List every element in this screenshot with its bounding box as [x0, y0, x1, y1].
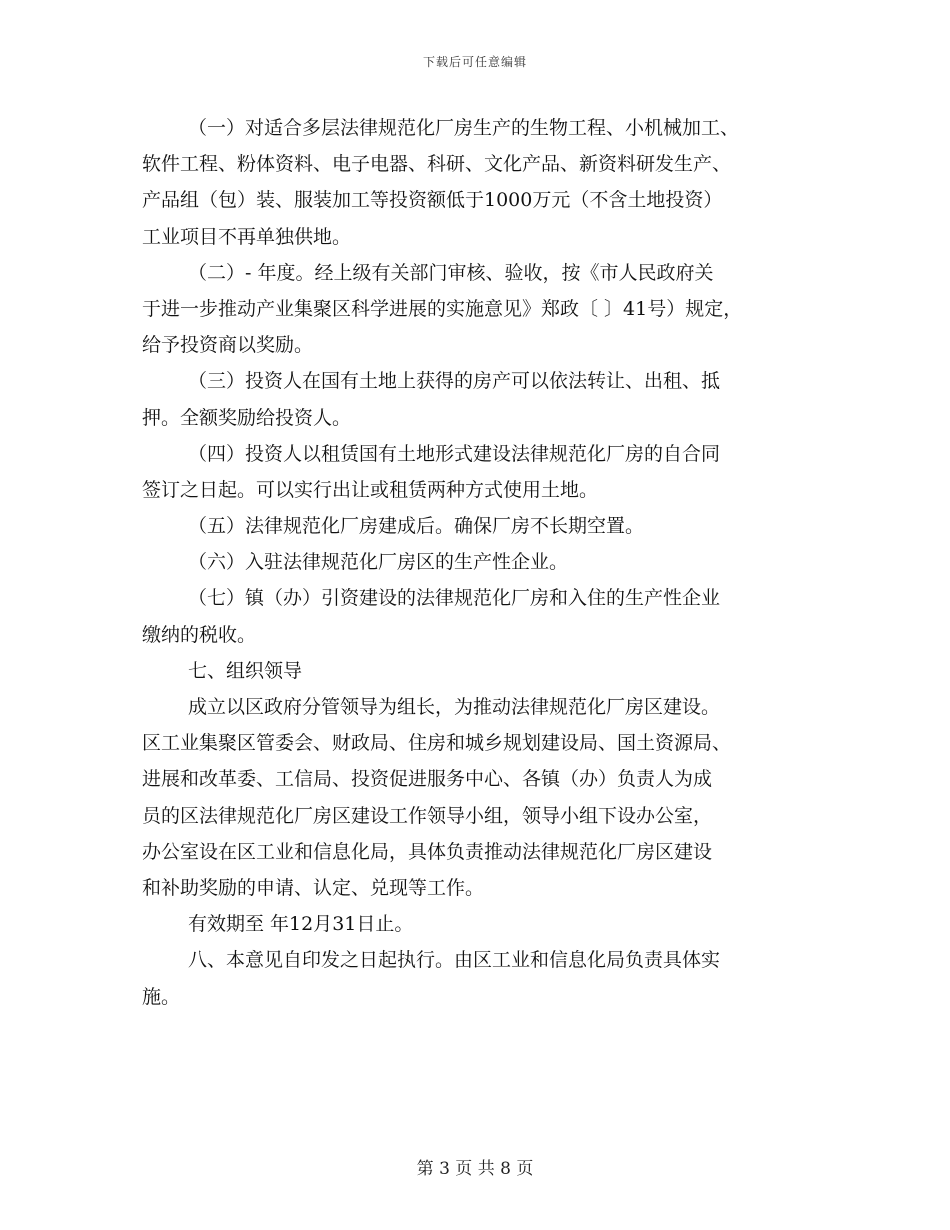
paragraph-line: （三）投资人在国有土地上获得的房产可以依法转让、出租、抵 — [188, 370, 721, 393]
paragraph-line: 于进一步推动产业集聚区科学进展的实施意见》郑政〔 〕41号）规定， — [142, 297, 743, 320]
paragraph-line: 和补助奖励的申请、认定、兑现等工作。 — [142, 876, 485, 899]
section-heading-8 — [142, 942, 822, 1014]
paragraph-line: 押。全额奖励给投资人。 — [142, 406, 352, 429]
paragraph-3 — [142, 363, 822, 435]
paragraph-1 — [142, 110, 822, 255]
paragraph-line: （四）投资人以租赁国有土地形式建设法律规范化厂房的自合同 — [188, 442, 721, 465]
paragraph-line: 施。 — [142, 985, 181, 1008]
paragraph-line: 缴纳的税收。 — [142, 623, 257, 646]
paragraph-line: 成立以区政府分管领导为组长，为推动法律规范化厂房区建设。 — [188, 696, 721, 718]
page-footer: 第 3 页 共 8 页 — [416, 1159, 534, 1179]
paragraph-6 — [142, 544, 822, 580]
paragraph-line: 软件工程、粉体资料、电子电器、科研、文化产品、新资料研发生产、 — [142, 153, 732, 176]
paragraph-5 — [142, 508, 822, 544]
paragraph-line: 进展和改革委、工信局、投资促进服务中心、各镇（办）负责人为成 — [142, 768, 713, 791]
document-body — [142, 110, 822, 1015]
paragraph-line: （六）入驻法律规范化厂房区的生产性企业。 — [188, 551, 569, 574]
paragraph-4 — [142, 436, 822, 508]
section-heading-7 — [142, 653, 822, 689]
paragraph-line: 区工业集聚区管委会、财政局、住房和城乡规划建设局、国土资源局、 — [142, 732, 732, 755]
paragraph-line: 八、本意见自印发之日起执行。由区工业和信息化局负责具体实 — [188, 949, 721, 972]
paragraph-line: 签订之日起。可以实行出让或租赁两种方式使用土地。 — [142, 478, 599, 501]
paragraph-line: 工业项目不再单独供地。 — [142, 225, 352, 248]
paragraph-line: （七）镇（办）引资建设的法律规范化厂房和入住的生产性企业 — [188, 587, 721, 610]
paragraph-line: 有效期至 年12月31日止。 — [188, 913, 414, 936]
page-header: 下载后可任意编辑 — [422, 55, 527, 69]
paragraph-line: 员的区法律规范化厂房区建设工作领导小组，领导小组下设办公室， — [142, 804, 713, 827]
paragraph-line: （一）对适合多层法律规范化厂房生产的生物工程、小机械加工、 — [188, 117, 740, 139]
paragraph-line: 产品组（包）装、服装加工等投资额低于1000万元（不含土地投资） — [142, 189, 723, 212]
paragraph-2 — [142, 255, 822, 364]
paragraph-line: 七、组织领导 — [188, 659, 303, 682]
paragraph-8 — [142, 689, 822, 906]
paragraph-line: 给予投资商以奖励。 — [142, 334, 314, 357]
paragraph-line: （五）法律规范化厂房建成后。确保厂房不长期空置。 — [188, 515, 645, 538]
paragraph-line: （二）- 年度。经上级有关部门审核、验收，按《市人民政府关 — [188, 261, 714, 284]
paragraph-9 — [142, 906, 822, 942]
paragraph-line: 办公室设在区工业和信息化局，具体负责推动法律规范化厂房区建设 — [142, 840, 713, 863]
paragraph-7 — [142, 580, 822, 652]
